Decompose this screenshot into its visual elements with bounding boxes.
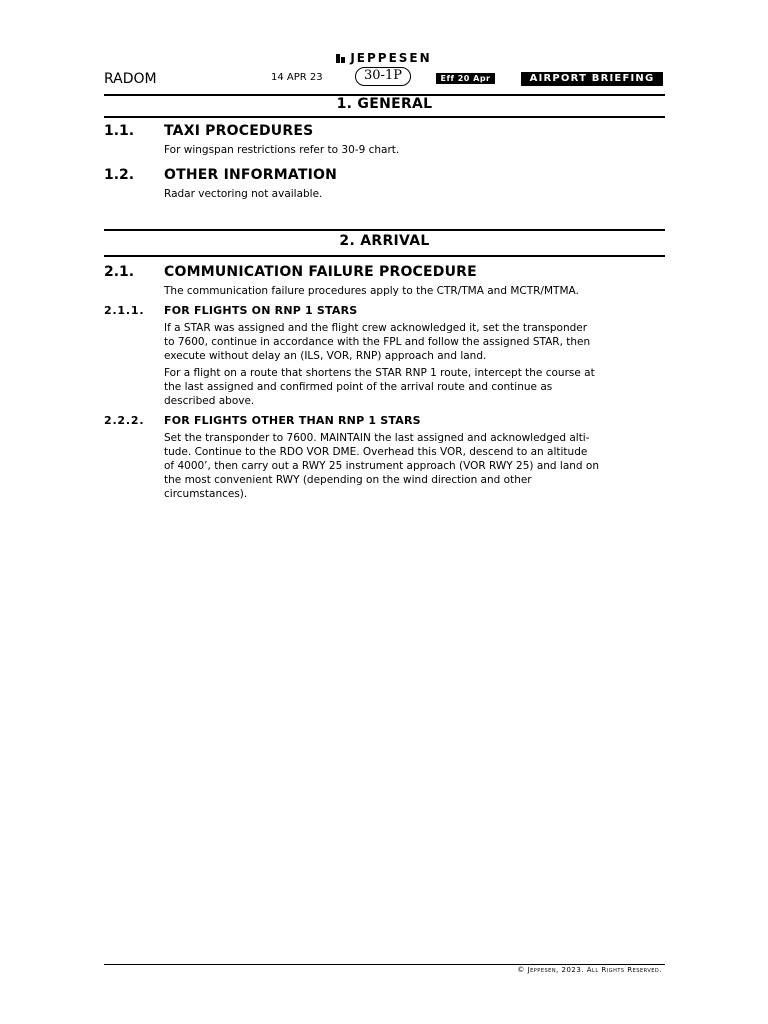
- section-title-general: 1. GENERAL: [336, 96, 433, 112]
- text-line: to 7600, continue in accordance with the FPL and follow the assigned STAR, then: [164, 336, 591, 348]
- text-line: For a flight on a route that shortens the STAR RNP 1 route, intercept the course at: [164, 367, 595, 379]
- chart-number: 30-1P: [355, 67, 411, 86]
- paragraph: [164, 366, 664, 408]
- text-line: described above.: [164, 395, 255, 407]
- chart-type-badge: AIRPORT BRIEFING: [521, 72, 663, 86]
- text-line: circumstances).: [164, 488, 248, 500]
- copyright-notice: © Jeppesen, 2023. All Rights Reserved.: [517, 966, 662, 974]
- section-divider: [104, 116, 665, 118]
- paragraph: The communication failure procedures apply to the CTR/TMA and MCTR/MTMA.: [164, 285, 579, 297]
- brand-name: JEPPESEN: [350, 51, 432, 65]
- subheading-rnp1-stars: FOR FLIGHTS ON RNP 1 STARS: [164, 304, 358, 317]
- text-line: of 4000’, then carry out a RWY 25 instrument approach (VOR RWY 25) and land on: [164, 460, 600, 472]
- heading-number: 1.1.: [104, 123, 135, 139]
- paragraph: [164, 321, 664, 363]
- section-title-arrival: 2. ARRIVAL: [339, 233, 430, 249]
- heading-number: 2.1.: [104, 264, 135, 280]
- text-line: If a STAR was assigned and the flight crew acknowledged it, set the transponder: [164, 322, 588, 334]
- airport-name: RADOM: [104, 71, 157, 87]
- paragraph: Radar vectoring not available.: [164, 188, 323, 200]
- paragraph: For wingspan restrictions refer to 30-9 chart.: [164, 144, 400, 156]
- text-line: tude. Continue to the RDO VOR DME. Overhead this VOR, descend to an altitude: [164, 446, 588, 458]
- effective-date-badge: Eff 20 Apr: [436, 73, 495, 84]
- jeppesen-logo-icon: [336, 54, 345, 63]
- heading-number: 1.2.: [104, 167, 135, 183]
- heading-communication-failure: COMMUNICATION FAILURE PROCEDURE: [164, 264, 477, 280]
- brand-logo: [0, 51, 768, 65]
- subheading-number: 2.2.2.: [104, 414, 145, 427]
- subheading-number: 2.1.1.: [104, 304, 145, 317]
- footer-divider: [104, 964, 665, 965]
- chart-date: 14 APR 23: [271, 72, 323, 83]
- section-divider: [104, 229, 665, 231]
- paragraph: [164, 431, 664, 501]
- text-line: the last assigned and confirmed point of the arrival route and continue as: [164, 381, 553, 393]
- text-line: Set the transponder to 7600. MAINTAIN the last assigned and acknowledged alti-: [164, 432, 590, 444]
- subheading-non-rnp1-stars: FOR FLIGHTS OTHER THAN RNP 1 STARS: [164, 414, 421, 427]
- text-line: execute without delay an (ILS, VOR, RNP) approach and land.: [164, 350, 487, 362]
- section-divider: [104, 255, 665, 257]
- heading-other-information: OTHER INFORMATION: [164, 167, 338, 183]
- heading-taxi-procedures: TAXI PROCEDURES: [164, 123, 314, 139]
- text-line: the most convenient RWY (depending on the wind direction and other: [164, 474, 532, 486]
